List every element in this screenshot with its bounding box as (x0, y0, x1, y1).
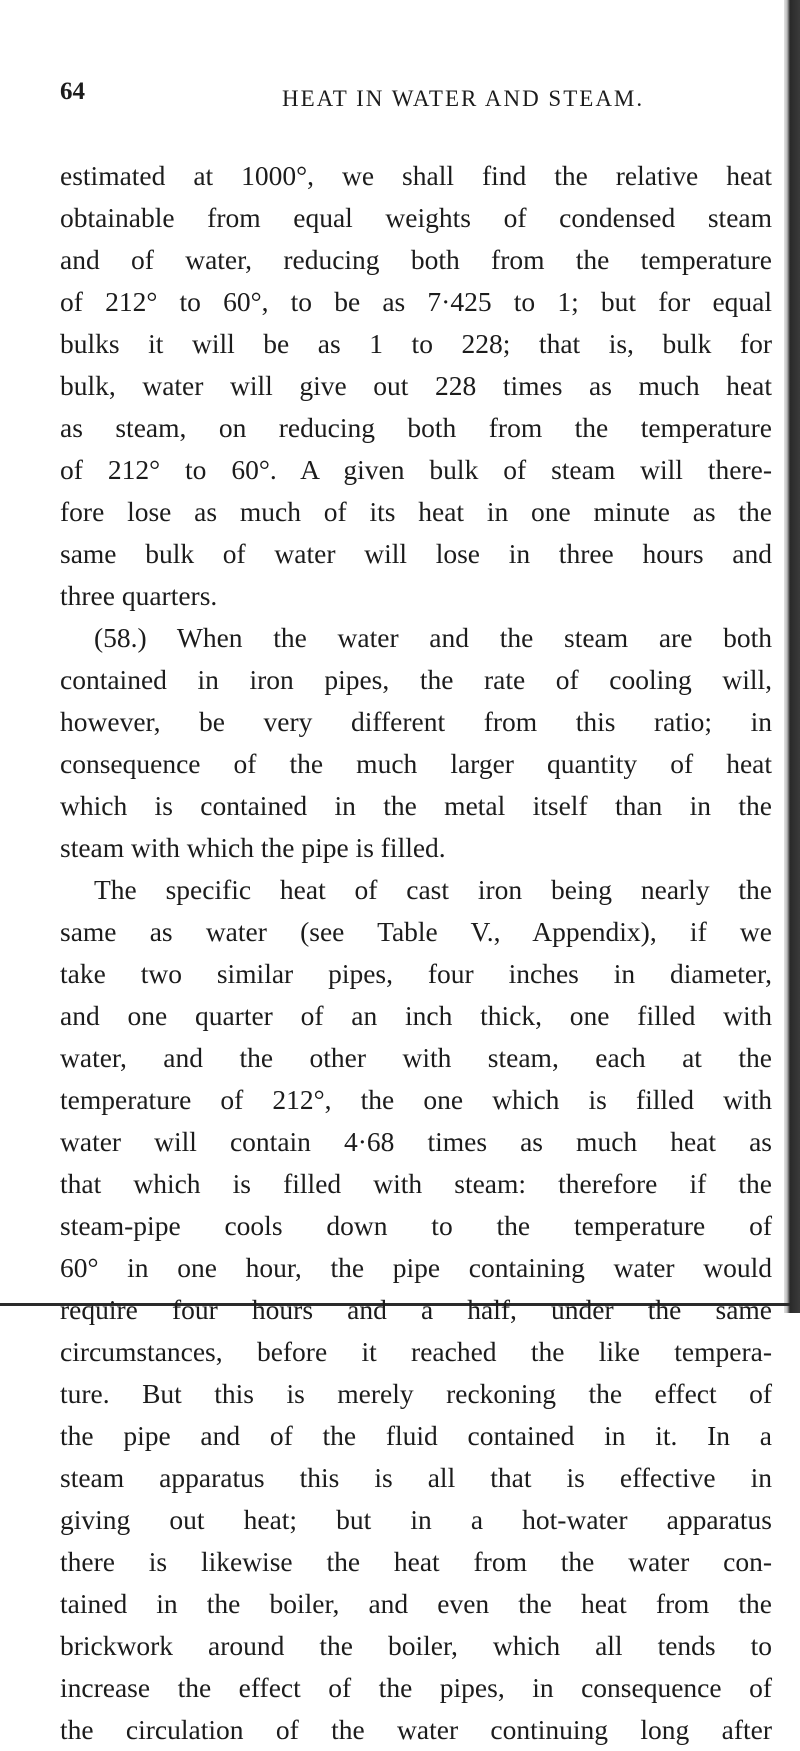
text-line: which is contained in the metal itself than in the (60, 790, 772, 821)
text-line: same as water (see Table V., Appendix), if we (60, 916, 772, 947)
text-line: the circulation of the water continuing long after (60, 1714, 772, 1745)
text-line: ture. But this is merely reckoning the effect of (60, 1378, 772, 1409)
text-line: bulk, water will give out 228 times as much heat (60, 370, 772, 401)
text-line: (58.) When the water and the steam are both (94, 622, 772, 653)
text-line: increase the effect of the pipes, in consequence of (60, 1672, 772, 1703)
text-line: estimated at 1000°, we shall find the relative heat (60, 160, 772, 191)
text-line: steam apparatus this is all that is effective in (60, 1462, 772, 1493)
text-line: 60° in one hour, the pipe containing water would (60, 1252, 772, 1283)
text-line: there is likewise the heat from the water con- (60, 1546, 772, 1577)
text-line: of 212° to 60°. A given bulk of steam will there- (60, 454, 772, 485)
page-header (60, 78, 768, 112)
text-line: steam with which the pipe is filled. (60, 832, 446, 863)
text-line: circumstances, before it reached the like tempera- (60, 1336, 772, 1367)
text-line: take two similar pipes, four inches in diameter, (60, 958, 772, 989)
text-line: obtainable from equal weights of condensed steam (60, 202, 772, 233)
text-line: contained in iron pipes, the rate of cooling will, (60, 664, 772, 695)
text-line: require four hours and a half, under the same (60, 1294, 772, 1325)
text-line: three quarters. (60, 580, 218, 611)
text-line: temperature of 212°, the one which is filled with (60, 1084, 772, 1115)
text-line: and one quarter of an inch thick, one filled with (60, 1000, 772, 1031)
running-head: HEAT IN WATER AND STEAM. (282, 86, 645, 111)
text-line: water will contain 4·68 times as much heat as (60, 1126, 772, 1157)
text-line: consequence of the much larger quantity of heat (60, 748, 772, 779)
text-line: water, and the other with steam, each at the (60, 1042, 772, 1073)
text-line: The specific heat of cast iron being nearly the (94, 874, 772, 905)
text-line: tained in the boiler, and even the heat from the (60, 1588, 772, 1619)
text-line: as steam, on reducing both from the temperature (60, 412, 772, 443)
text-line: same bulk of water will lose in three hours and (60, 538, 772, 569)
text-line: brickwork around the boiler, which all tends to (60, 1630, 772, 1661)
text-line: giving out heat; but in a hot-water apparatus (60, 1504, 772, 1535)
page-edge-shadow (784, 0, 800, 1313)
text-line: bulks it will be as 1 to 228; that is, bulk for (60, 328, 772, 359)
page-number: 64 (60, 78, 85, 105)
text-line: steam-pipe cools down to the temperature of (60, 1210, 772, 1241)
text-line: however, be very different from this ratio; in (60, 706, 772, 737)
text-line: that which is filled with steam: therefore if the (60, 1168, 772, 1199)
text-line: the pipe and of the fluid contained in it. In a (60, 1420, 772, 1451)
text-line: fore lose as much of its heat in one minute as the (60, 496, 772, 527)
text-line: of 212° to 60°, to be as 7·425 to 1; but for equal (60, 286, 772, 317)
body-text (60, 155, 772, 1751)
text-line: and of water, reducing both from the temperature (60, 244, 772, 275)
